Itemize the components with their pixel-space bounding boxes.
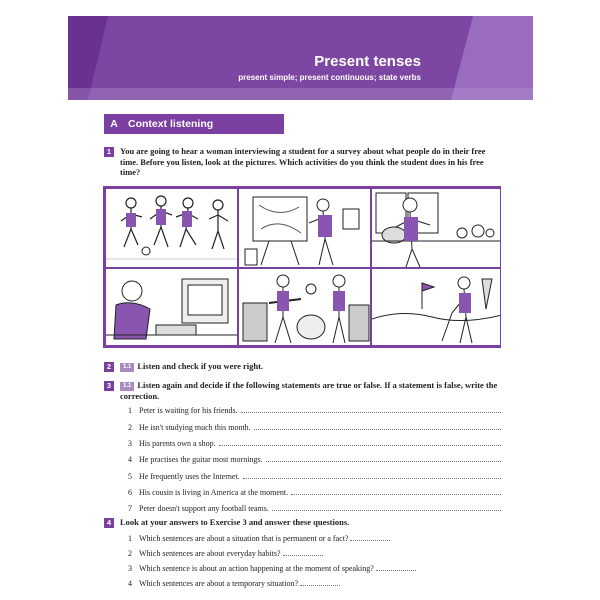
list-item: 3 His parents own a shop. xyxy=(128,439,501,448)
answer-line[interactable] xyxy=(291,488,501,495)
cd-track-icon: 1.1 xyxy=(120,382,134,391)
page-title: Present tenses xyxy=(314,53,421,70)
answer-line[interactable] xyxy=(266,455,501,462)
exercise-number: 1 xyxy=(104,147,114,157)
answer-line[interactable] xyxy=(243,472,501,479)
answer-line[interactable] xyxy=(300,585,340,586)
cd-track-icon: 1.1 xyxy=(120,363,134,372)
answer-line[interactable] xyxy=(376,570,416,571)
exercise-1-instructions: You are going to hear a woman interviewing a student for a survey about what people do in their free time. Before you listen, look at the pictures. Which activities do you think the student does in his free time? xyxy=(120,146,486,177)
picture-grid xyxy=(103,186,501,348)
list-item: 3 Which sentence is about an action happening at the moment of speaking? xyxy=(128,564,416,573)
list-item: 6 His cousin is living in America at the moment. xyxy=(128,488,501,497)
picture-painting xyxy=(238,188,371,268)
exercise-3-instructions: 1.1 Listen again and decide if the following statements are true or false. If a statement is false, write the correction. xyxy=(120,380,498,401)
section-title: Context listening xyxy=(128,118,214,130)
unit-number: 1 xyxy=(534,42,566,105)
picture-cooking xyxy=(371,188,501,268)
list-item: 1 Which sentences are about a situation that is permanent or a fact? xyxy=(128,534,390,543)
section-letter: A xyxy=(110,118,118,130)
list-item: 2 Which sentences are about everyday habits? xyxy=(128,549,323,558)
list-item: 2 He isn't studying much this month. xyxy=(128,423,501,432)
answer-line[interactable] xyxy=(219,439,501,446)
banner-shape xyxy=(68,16,533,100)
picture-golf xyxy=(371,268,501,346)
exercise-number: 4 xyxy=(104,518,114,528)
list-item: 1 Peter is waiting for his friends. xyxy=(128,406,501,415)
page-subtitle: present simple; present continuous; state verbs xyxy=(238,73,421,82)
exercise-number: 2 xyxy=(104,362,114,372)
exercise-2-instructions: 1.1 Listen and check if you were right. xyxy=(120,361,502,372)
answer-line[interactable] xyxy=(272,504,501,511)
unit-banner xyxy=(68,16,566,105)
answer-line[interactable] xyxy=(254,423,501,430)
list-item: 7 Peter doesn't support any football teams. xyxy=(128,504,501,513)
list-item: 4 He practises the guitar most mornings. xyxy=(128,455,501,464)
exercise-number: 3 xyxy=(104,381,114,391)
picture-football xyxy=(105,188,238,268)
list-item: 5 He frequently uses the Internet. xyxy=(128,472,501,481)
answer-line[interactable] xyxy=(241,406,501,413)
answer-line[interactable] xyxy=(350,540,390,541)
picture-computer xyxy=(105,268,238,346)
answer-line[interactable] xyxy=(283,555,323,556)
list-item: 4 Which sentences are about a temporary situation? xyxy=(128,579,340,588)
section-header xyxy=(104,114,284,134)
picture-guitar-band xyxy=(238,268,371,346)
exercise-4-instructions: Look at your answers to Exercise 3 and answer these questions. xyxy=(120,517,350,527)
